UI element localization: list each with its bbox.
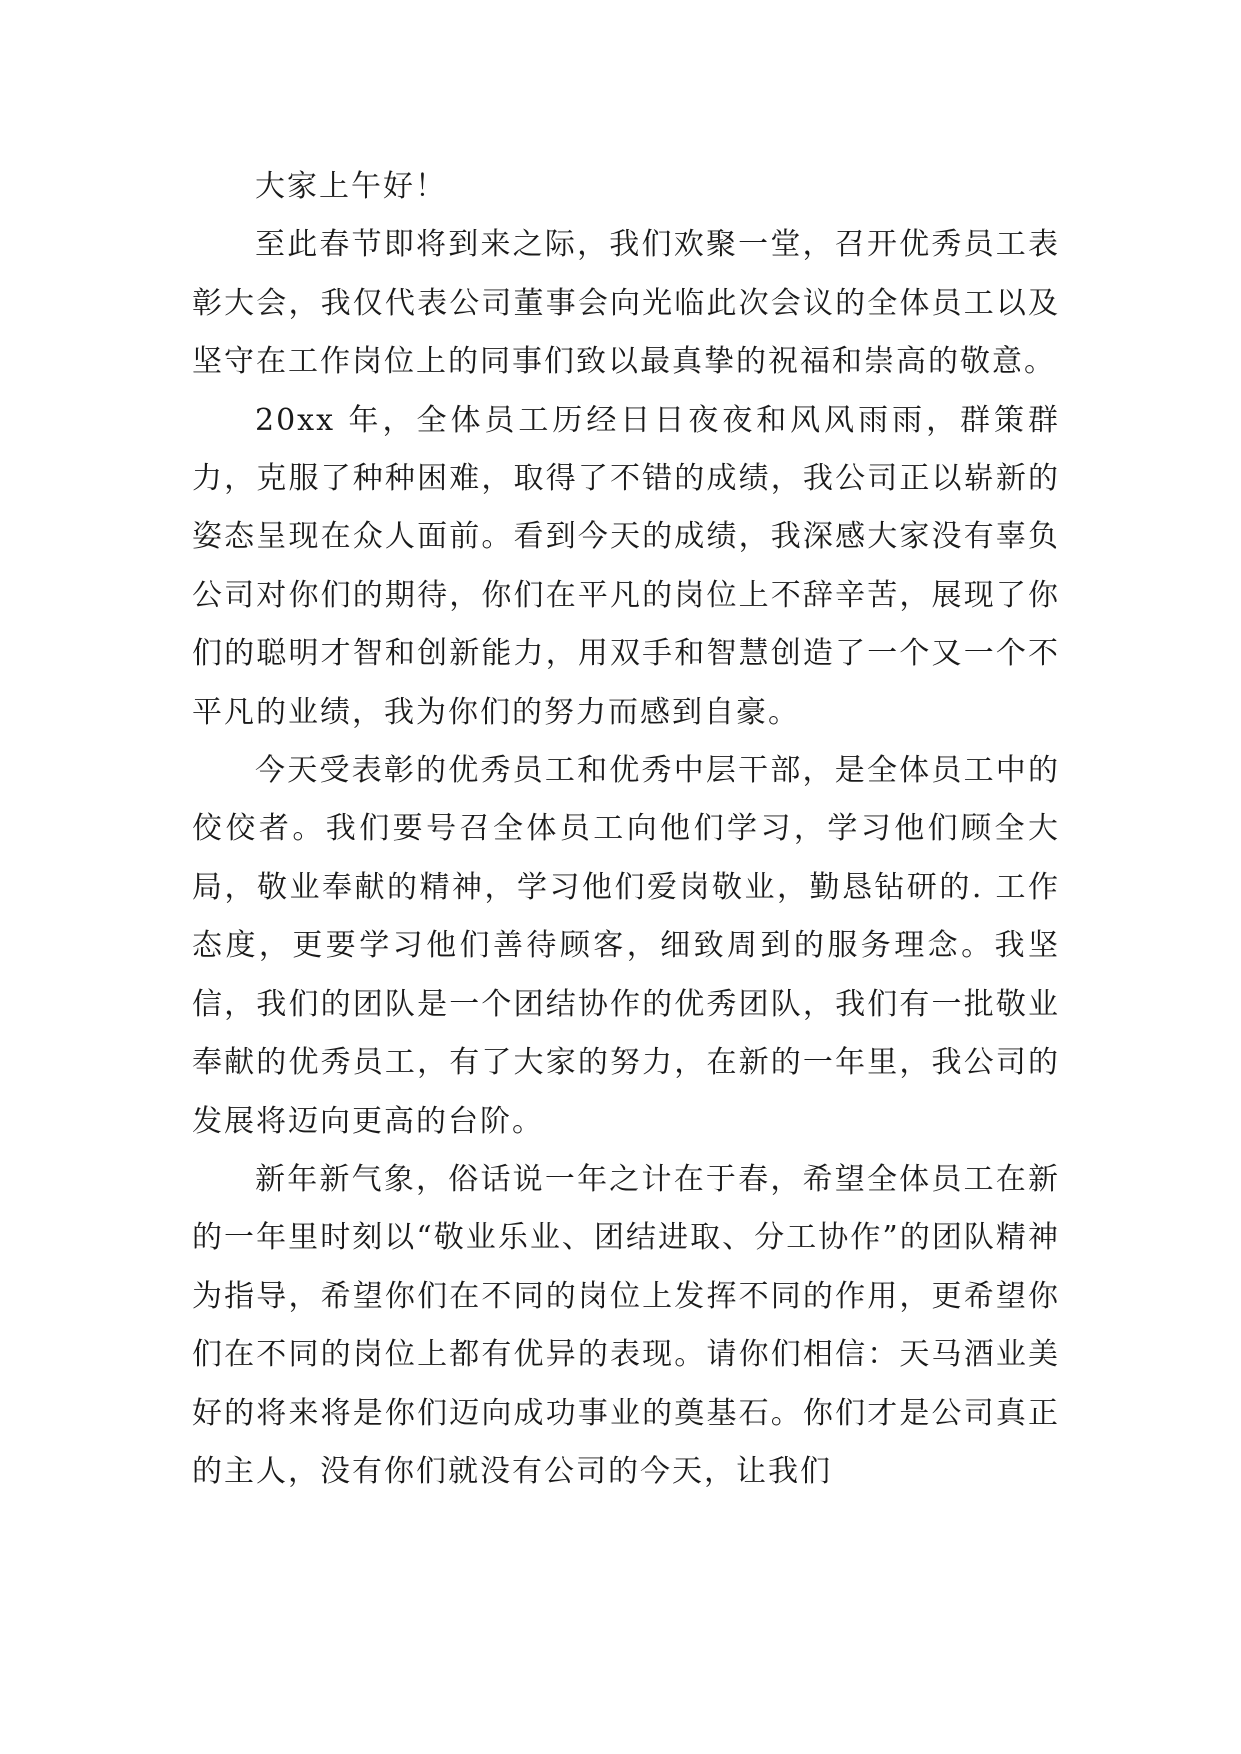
paragraph-new-year: 新年新气象，俗话说一年之计在于春，希望全体员工在新的一年里时刻以“敬业乐业、团结进取、分工协作”的团队精神为指导，希望你们在不同的岗位上发挥不同的作用，更希望你们在不同的岗位上都有优异的表现。请你们相信：天马酒业美好的将来将是你们迈向成功事业的奠基石。你们才是公司真正的主人，没有你们就没有公司的今天，让我们 — [192, 1161, 1060, 1489]
document-body — [192, 158, 1060, 1501]
greeting: 大家上午好！ — [255, 169, 447, 204]
paragraph-achievements: 20xx 年，全体员工历经日日夜夜和风风雨雨，群策群力，克服了种种困难，取得了不错的成绩，我公司正以崭新的姿态呈现在众人面前。看到今天的成绩，我深感大家没有辜负公司对你们的期待，你们在平凡的岗位上不辞辛苦，展现了你们的聪明才智和创新能力，用双手和智慧创造了一个又一个不平凡的业绩，我为你们的努力而感到自豪。 — [192, 402, 1060, 730]
paragraph-honorees: 今天受表彰的优秀员工和优秀中层干部，是全体员工中的佼佼者。我们要号召全体员工向他们学习，学习他们顾全大局，敬业奉献的精神，学习他们爱岗敬业，勤恳钻研的. 工作态度，更要学习他们善待顾客，细致周到的服务理念。我坚信，我们的团队是一个团结协作的优秀团队，我们有一批敬业奉献的优秀员工，有了大家的努力，在新的一年里，我公司的发展将迈向更高的台阶。 — [192, 753, 1060, 1139]
paragraph-opening: 至此春节即将到来之际，我们欢聚一堂，召开优秀员工表彰大会，我仅代表公司董事会向光临此次会议的全体员工以及坚守在工作岗位上的同事们致以最真挚的祝福和崇高的敬意。 — [192, 227, 1060, 380]
